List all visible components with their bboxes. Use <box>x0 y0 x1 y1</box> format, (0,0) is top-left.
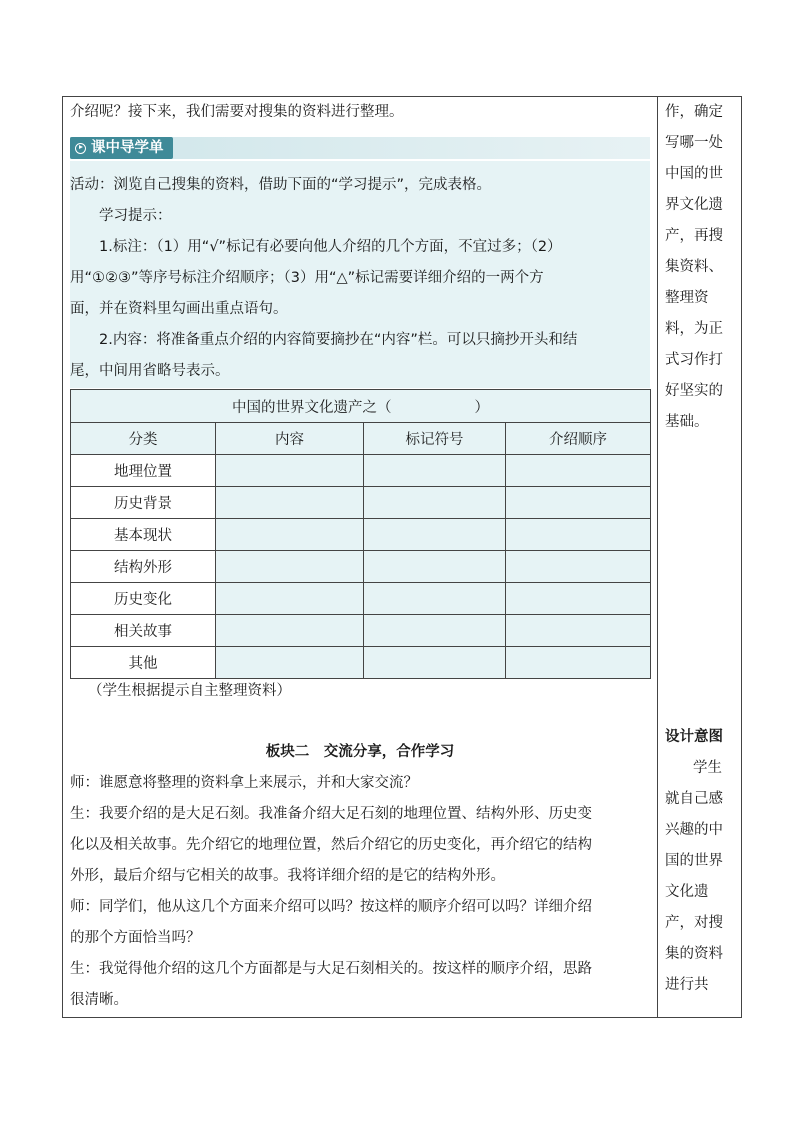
dialogue-line: 师：同学们，他从这几个方面来介绍可以吗？按这样的顺序介绍可以吗？详细介绍 <box>70 899 592 915</box>
side-notes-bottom <box>665 753 735 1001</box>
order-cell[interactable] <box>506 551 651 583</box>
content-cell[interactable] <box>216 487 364 519</box>
banner-label <box>70 137 173 159</box>
side-line: 好坚实的 <box>665 383 723 399</box>
side-line: 学生 <box>693 760 722 776</box>
side-line: 文化遗 <box>665 884 709 900</box>
section-banner <box>70 137 650 159</box>
table-title-row <box>71 390 651 423</box>
mark-cell[interactable] <box>364 519 506 551</box>
table-header-row <box>71 423 651 455</box>
mark-cell[interactable] <box>364 647 506 679</box>
side-line: 整理资 <box>665 290 709 306</box>
dialogue-line: 生：我觉得他介绍的这几个方面都是与大足石刻相关的。按这样的顺序介绍，思路 <box>70 961 592 977</box>
side-line: 界文化遗 <box>665 197 723 213</box>
side-notes-top <box>665 97 735 438</box>
content-cell[interactable] <box>216 519 364 551</box>
category-cell: 基本现状 <box>71 519 216 551</box>
table-row <box>71 519 651 551</box>
dialogue-line: 很清晰。 <box>70 992 128 1008</box>
side-line: 中国的世 <box>665 166 723 182</box>
tip2-line: 2.内容：将准备重点介绍的内容简要摘抄在“内容”栏。可以只摘抄开头和结 <box>99 332 578 348</box>
column-divider <box>657 96 658 1018</box>
tips-title: 学习提示： <box>99 208 172 224</box>
intro-line: 介绍呢？接下来，我们需要对搜集的资料进行整理。 <box>70 104 404 120</box>
activity-line: 活动：浏览自己搜集的资料，借助下面的“学习提示”，完成表格。 <box>70 177 492 193</box>
mark-cell[interactable] <box>364 455 506 487</box>
content-cell[interactable] <box>216 615 364 647</box>
order-cell[interactable] <box>506 615 651 647</box>
dialogue-line: 师：谁愿意将整理的资料拿上来展示，并和大家交流？ <box>70 775 418 791</box>
side-line: 进行共 <box>665 977 709 993</box>
dialogue-line: 生：我要介绍的是大足石刻。我准备介绍大足石刻的地理位置、结构外形、历史变 <box>70 806 592 822</box>
category-cell: 地理位置 <box>71 455 216 487</box>
order-cell[interactable] <box>506 647 651 679</box>
order-cell[interactable] <box>506 487 651 519</box>
dialogue-text <box>70 768 650 1016</box>
intro-text <box>70 97 650 128</box>
mark-cell[interactable] <box>364 583 506 615</box>
content-cell[interactable] <box>216 455 364 487</box>
mark-cell[interactable] <box>364 487 506 519</box>
side-line: 产，对搜 <box>665 915 723 931</box>
table-row <box>71 647 651 679</box>
module-title: 板块二 交流分享，合作学习 <box>265 744 455 760</box>
tip1-line: 面，并在资料里勾画出重点语句。 <box>70 301 288 317</box>
tip1-line: 用“①②③”等序号标注介绍顺序；（3）用“△”标记需要详细介绍的一两个方 <box>70 270 544 286</box>
tip2-line: 尾，中间用省略号表示。 <box>70 363 230 379</box>
category-cell: 历史变化 <box>71 583 216 615</box>
side-line: 基础。 <box>665 414 709 430</box>
category-cell: 结构外形 <box>71 551 216 583</box>
column-header: 内容 <box>216 423 364 455</box>
mark-cell[interactable] <box>364 615 506 647</box>
dialogue-line: 外形，最后介绍与它相关的故事。我将详细介绍的是它的结构外形。 <box>70 868 505 884</box>
student-note: （学生根据提示自主整理资料） <box>88 683 291 699</box>
side-line: 式习作打 <box>665 352 723 368</box>
tip1-line: 1.标注：（1）用“√”标记有必要向他人介绍的几个方面，不宜过多；（2） <box>99 239 562 255</box>
side-line: 作，确定 <box>665 104 723 120</box>
banner-text: 课中导学单 <box>91 140 164 156</box>
order-cell[interactable] <box>506 455 651 487</box>
content-cell[interactable] <box>216 583 364 615</box>
table-row <box>71 455 651 487</box>
column-header: 标记符号 <box>364 423 506 455</box>
category-cell: 历史背景 <box>71 487 216 519</box>
side-line: 就自己感 <box>665 791 723 807</box>
category-cell: 其他 <box>71 647 216 679</box>
side-line: 国的世界 <box>665 853 723 869</box>
content-cell[interactable] <box>216 647 364 679</box>
dialogue-line: 化以及相关故事。先介绍它的地理位置，然后介绍它的历史变化，再介绍它的结构 <box>70 837 592 853</box>
column-header: 分类 <box>71 423 216 455</box>
order-cell[interactable] <box>506 583 651 615</box>
category-cell: 相关故事 <box>71 615 216 647</box>
column-header: 介绍顺序 <box>506 423 651 455</box>
side-line: 集的资料 <box>665 946 723 962</box>
guide-text <box>70 170 650 387</box>
design-intent-heading: 设计意图 <box>665 729 723 745</box>
content-cell[interactable] <box>216 551 364 583</box>
side-line: 产，再搜 <box>665 228 723 244</box>
order-cell[interactable] <box>506 519 651 551</box>
table-row <box>71 615 651 647</box>
table-row <box>71 487 651 519</box>
table-row <box>71 551 651 583</box>
play-circle-icon <box>75 143 86 154</box>
table-row <box>71 583 651 615</box>
heritage-table <box>70 389 651 679</box>
side-line: 集资料、 <box>665 259 723 275</box>
mark-cell[interactable] <box>364 551 506 583</box>
dialogue-line: 的那个方面恰当吗？ <box>70 930 201 946</box>
table-title: 中国的世界文化遗产之（ ） <box>71 390 651 423</box>
side-line: 写哪一处 <box>665 135 723 151</box>
side-line: 料，为正 <box>665 321 723 337</box>
side-line: 兴趣的中 <box>665 822 723 838</box>
